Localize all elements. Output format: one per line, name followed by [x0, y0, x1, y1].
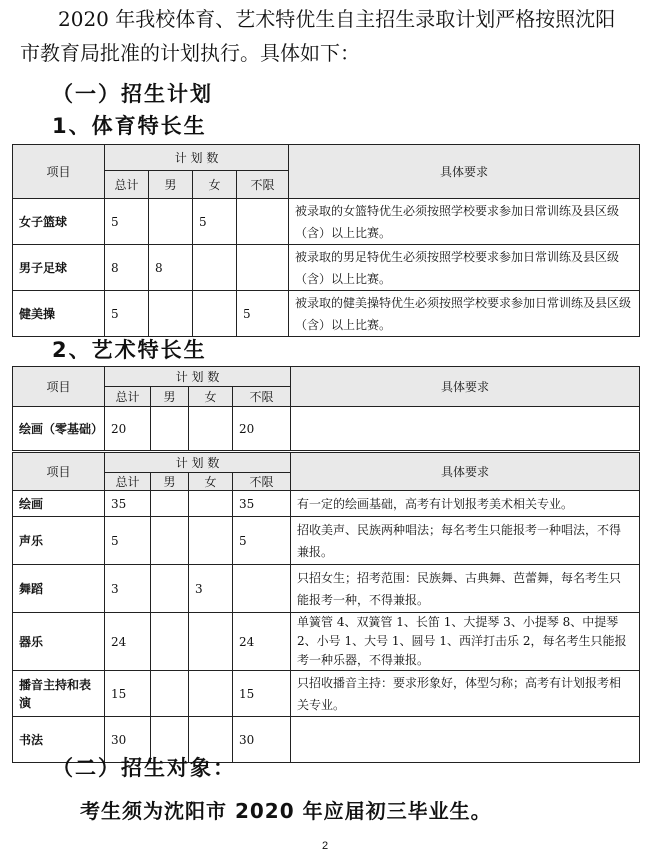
table-row [13, 565, 640, 613]
header-item: 项目 [13, 367, 105, 407]
section-1-title: （一）招生计划 [52, 82, 213, 106]
header-male: 男 [151, 473, 189, 491]
header-requirement: 具体要求 [291, 453, 640, 491]
cell-unlimited: 35 [233, 491, 291, 517]
cell-male [151, 613, 189, 671]
cell-unlimited: 30 [233, 717, 291, 763]
header-female: 女 [189, 387, 233, 407]
header-item: 项目 [13, 453, 105, 491]
cell-item: 女子篮球 [13, 199, 105, 245]
header-male: 男 [151, 387, 189, 407]
header-requirement: 具体要求 [291, 367, 640, 407]
cell-item: 播音主持和表演 [13, 671, 105, 717]
page-number: 2 [321, 840, 329, 852]
cell-total: 5 [105, 517, 151, 565]
cell-total: 5 [105, 199, 149, 245]
cell-male [151, 491, 189, 517]
cell-total: 20 [105, 407, 151, 451]
table-row [13, 291, 640, 337]
header-unlimited: 不限 [233, 387, 291, 407]
cell-item: 舞蹈 [13, 565, 105, 613]
cell-requirement: 被录取的女篮特优生必须按照学校要求参加日常训练及县区级（含）以上比赛。 [289, 199, 640, 245]
cell-requirement: 有一定的绘画基础，高考有计划报考美术相关专业。 [291, 491, 640, 517]
sub-1-title: 1、体育特长生 [52, 114, 207, 138]
header-female: 女 [189, 473, 233, 491]
cell-unlimited [237, 199, 289, 245]
cell-female [189, 491, 233, 517]
cell-item: 男子足球 [13, 245, 105, 291]
table-row [13, 517, 640, 565]
cell-total: 5 [105, 291, 149, 337]
header-plan: 计 划 数 [105, 367, 291, 387]
cell-item: 绘画 [13, 491, 105, 517]
cell-total: 3 [105, 565, 151, 613]
header-item: 项目 [13, 145, 105, 199]
cell-item: 声乐 [13, 517, 105, 565]
cell-total: 15 [105, 671, 151, 717]
table-row [13, 407, 640, 451]
cell-male [151, 671, 189, 717]
cell-requirement: 单簧管 4、双簧管 1、长笛 1、大提琴 3、小提琴 8、中提琴 2、小号 1、大号 1、圆号 1、西洋打击乐 2，每名考生只能报考一种乐器，不得兼报。 [291, 613, 640, 671]
cell-requirement: 招收美声、民族两种唱法；每名考生只能报考一种唱法，不得兼报。 [291, 517, 640, 565]
cell-item: 绘画（零基础） [13, 407, 105, 451]
table-row [13, 245, 640, 291]
cell-unlimited: 24 [233, 613, 291, 671]
table-row [13, 671, 640, 717]
sub-2-title: 2、艺术特长生 [52, 338, 207, 362]
header-total: 总计 [105, 387, 151, 407]
cell-requirement: 被录取的健美操特优生必须按照学校要求参加日常训练及县区级（含）以上比赛。 [289, 291, 640, 337]
cell-female: 5 [193, 199, 237, 245]
cell-unlimited: 15 [233, 671, 291, 717]
cell-requirement: 只招收播音主持：要求形象好，体型匀称；高考有计划报考相关专业。 [291, 671, 640, 717]
cell-male [151, 517, 189, 565]
header-unlimited: 不限 [237, 171, 289, 199]
header-male: 男 [149, 171, 193, 199]
cell-male [149, 199, 193, 245]
header-total: 总计 [105, 171, 149, 199]
cell-item: 器乐 [13, 613, 105, 671]
cell-female [189, 407, 233, 451]
cell-requirement: 被录取的男足特优生必须按照学校要求参加日常训练及县区级（含）以上比赛。 [289, 245, 640, 291]
cell-requirement [291, 717, 640, 763]
art-table [12, 452, 640, 763]
cell-unlimited: 20 [233, 407, 291, 451]
cell-unlimited [237, 245, 289, 291]
header-female: 女 [193, 171, 237, 199]
cell-requirement: 只招女生；招考范围：民族舞、古典舞、芭蕾舞，每名考生只能报考一种，不得兼报。 [291, 565, 640, 613]
cell-female [193, 291, 237, 337]
header-requirement: 具体要求 [289, 145, 640, 199]
cell-item: 健美操 [13, 291, 105, 337]
table-row [13, 199, 640, 245]
cell-female: 3 [189, 565, 233, 613]
cell-total: 30 [105, 717, 151, 763]
cell-female [189, 613, 233, 671]
table-row [13, 491, 640, 517]
header-plan: 计 划 数 [105, 453, 291, 473]
table-row [13, 613, 640, 671]
closing-statement: 考生须为沈阳市 2020 年应届初三毕业生。 [80, 799, 492, 823]
sports-table [12, 144, 640, 337]
cell-item: 书法 [13, 717, 105, 763]
intro-paragraph: 2020 年我校体育、艺术特优生自主招生录取计划严格按照沈阳市教育局批准的计划执行。具体如下： [20, 7, 616, 65]
cell-unlimited [233, 565, 291, 613]
cell-male: 8 [149, 245, 193, 291]
cell-total: 8 [105, 245, 149, 291]
cell-male [151, 565, 189, 613]
cell-unlimited: 5 [237, 291, 289, 337]
cell-unlimited: 5 [233, 517, 291, 565]
section-2-title: （二）招生对象： [52, 756, 236, 780]
cell-female [193, 245, 237, 291]
header-unlimited: 不限 [233, 473, 291, 491]
cell-total: 24 [105, 613, 151, 671]
art-zero-table [12, 366, 640, 451]
header-total: 总计 [105, 473, 151, 491]
cell-total: 35 [105, 491, 151, 517]
cell-male [151, 407, 189, 451]
cell-female [189, 517, 233, 565]
header-plan: 计 划 数 [105, 145, 289, 171]
cell-male [149, 291, 193, 337]
cell-female [189, 671, 233, 717]
cell-requirement [291, 407, 640, 451]
